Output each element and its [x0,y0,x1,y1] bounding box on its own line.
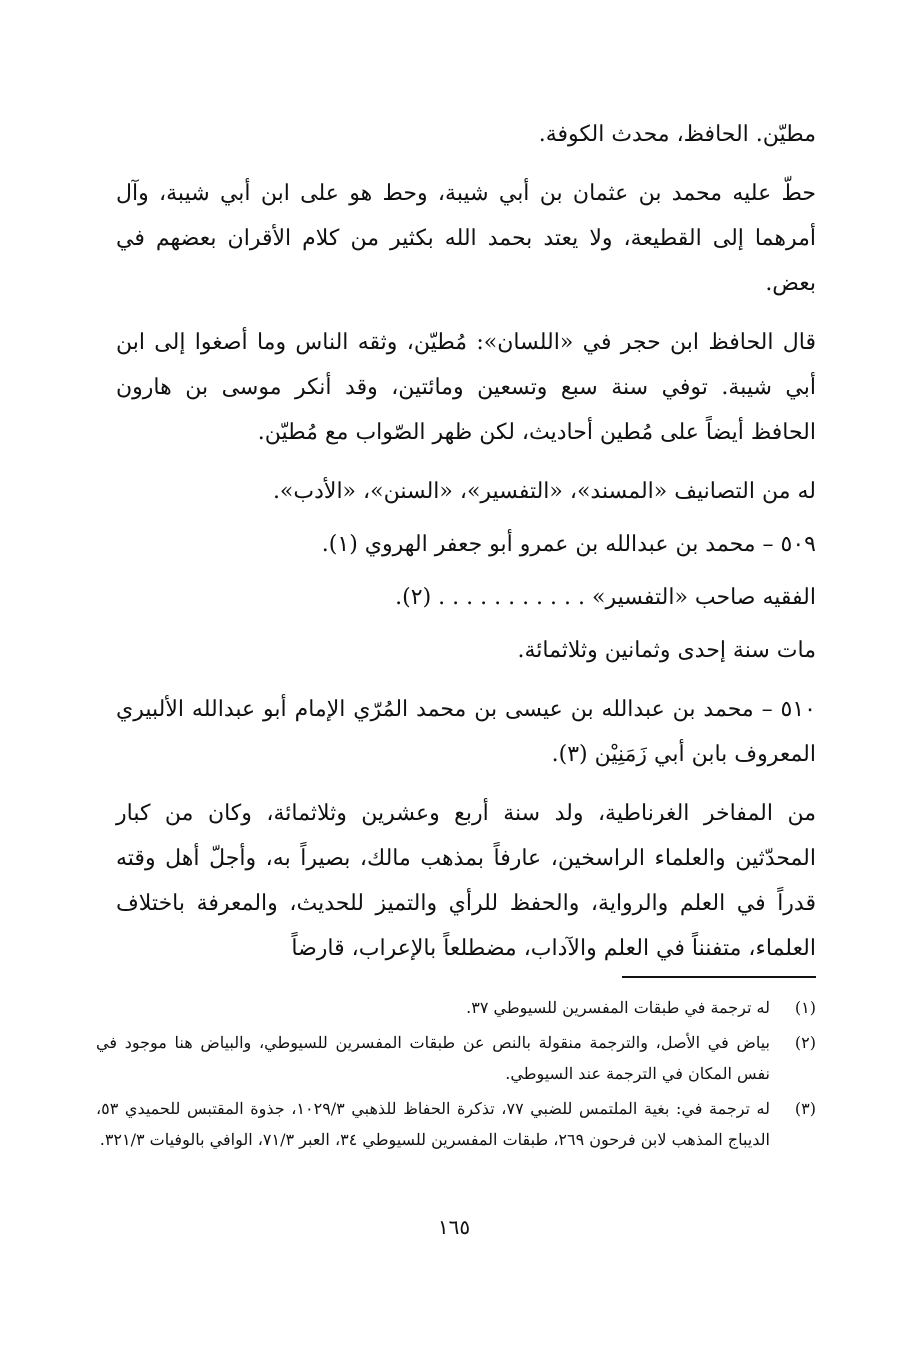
footnote-text: له ترجمة في: بغية الملتمس للضبي ٧٧، تذكرة الحفاظ للذهبي ١٠٢٩/٣، جذوة المقتبس للحميدي ٥٣، الديباج المذهب لابن فرحون ٢٦٩، طبقات المفسرين للسيوطي ٣٤، العبر ٧١/٣، الوافي بالوفيات ٣٢١/٣. [96,1099,771,1149]
footnote-separator [622,976,816,978]
paragraph-7: مات سنة إحدى وثمانين وثلاثمائة. [517,638,816,663]
paragraph-9: من المفاخر الغرناطية، ولد سنة أربع وعشرين وثلاثمائة، وكان من كبار المحدّثين والعلماء الراسخين، عارفاً بمذهب مالك، بصيراً به، وأجلّ أهل وقته قدراً في العلم والرواية، والحفظ للرأي والتميز للحديث، والمعرفة باختلاف العلماء، متفنناً في العلم والآداب، مضطلعاً بالإعراب، قارضاً [116,801,816,961]
footnote-text: له ترجمة في طبقات المفسرين للسيوطي ٣٧. [466,998,770,1017]
paragraph-4: له من التصانيف «المسند»، «التفسير»، «السنن»، «الأدب». [272,479,816,504]
main-text [116,112,816,985]
paragraph-2: حطّ عليه محمد بن عثمان بن أبي شيبة، وحط هو على ابن أبي شيبة، وآل أمرهما إلى القطيعة، ولا يعتد بحمد الله بكثير من كلام الأقران بعضهم في بعض. [116,181,816,296]
footnote-1 [96,992,816,1023]
entry-509-heading: ٥٠٩ – محمد بن عبدالله بن عمرو أبو جعفر الهروي (١). [321,532,816,557]
footnotes [96,992,816,1159]
paragraph-3: قال الحافظ ابن حجر في «اللسان»: مُطيّن، وثقه الناس وما أصغوا إلى ابن أبي شيبة. توفي سنة سبع وتسعين ومائتين، وقد أنكر موسى بن هارون الحافظ أيضاً على مُطين أحاديث، لكن ظهر الصّواب مع مُطيّن. [116,330,816,445]
footnote-number: (٢) [794,1033,816,1052]
footnote-3 [96,1093,816,1155]
paragraph-1: مطيّن. الحافظ، محدث الكوفة. [538,122,816,147]
paragraph-6: الفقيه صاحب «التفسير» . . . . . . . . . . . (٢). [395,585,816,610]
entry-510-heading: ٥١٠ – محمد بن عبدالله بن عيسى بن محمد المُرّي الإمام أبو عبدالله الألبيري المعروف بابن أبي زَمَنِيْن (٣). [116,697,816,767]
footnote-2 [96,1027,816,1089]
page-number: ١٦٥ [437,1215,471,1239]
footnote-number: (٣) [794,1099,816,1118]
footnote-number: (١) [794,998,816,1017]
footnote-text: بياض في الأصل، والترجمة منقولة بالنص عن طبقات المفسرين للسيوطي، والبياض هنا موجود في نفس المكان في الترجمة عند السيوطي. [96,1033,770,1083]
